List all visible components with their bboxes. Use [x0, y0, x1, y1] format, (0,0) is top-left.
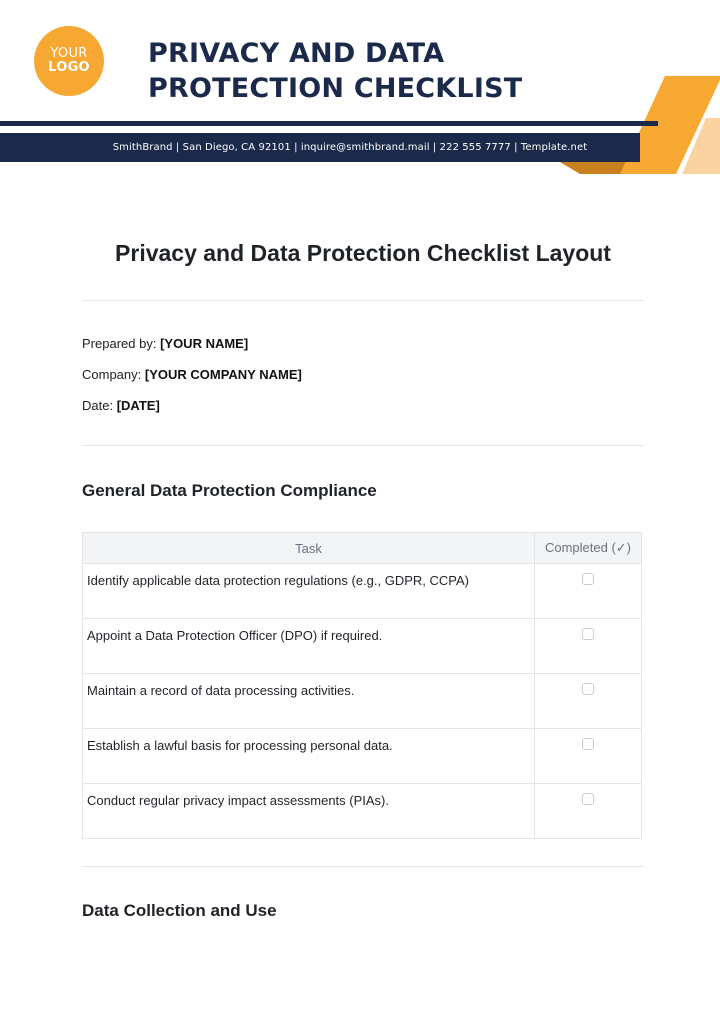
- company-logo: [34, 26, 104, 96]
- task-cell: Identify applicable data protection regulations (e.g., GDPR, CCPA): [83, 564, 535, 619]
- divider: [82, 866, 644, 867]
- prepared-by-label: Prepared by:: [82, 336, 157, 351]
- header-rule: [0, 121, 658, 126]
- task-cell: Establish a lawful basis for processing personal data.: [83, 729, 535, 784]
- checkbox[interactable]: [582, 628, 594, 640]
- header-title: [148, 36, 522, 106]
- prepared-by-value: [YOUR NAME]: [160, 336, 249, 351]
- date-label: Date:: [82, 398, 114, 413]
- logo-line-1: YOUR: [50, 46, 88, 62]
- header-title-line-1: PRIVACY AND DATA: [148, 38, 445, 69]
- task-cell: Maintain a record of data processing activities.: [83, 674, 535, 729]
- date-value: [DATE]: [116, 398, 160, 413]
- table-row: [83, 784, 642, 839]
- divider: [82, 300, 644, 301]
- checkbox[interactable]: [582, 738, 594, 750]
- task-cell: Conduct regular privacy impact assessments (PIAs).: [83, 784, 535, 839]
- completed-cell: [535, 674, 642, 729]
- company-label: Company:: [82, 367, 142, 382]
- table-row: [83, 619, 642, 674]
- completed-cell: [535, 564, 642, 619]
- divider: [82, 445, 644, 446]
- table-row: [83, 729, 642, 784]
- logo-line-2: LOGO: [48, 60, 90, 75]
- checkbox[interactable]: [582, 683, 594, 695]
- document-title: Privacy and Data Protection Checklist Layout: [115, 240, 611, 266]
- header-title-line-2: PROTECTION CHECKLIST: [148, 73, 523, 104]
- completed-cell: [535, 619, 642, 674]
- checklist-table: [82, 532, 642, 839]
- checkbox[interactable]: [582, 573, 594, 585]
- column-header-task: Task: [83, 533, 535, 564]
- table-row: [83, 674, 642, 729]
- document-header: [0, 0, 720, 180]
- completed-cell: [535, 729, 642, 784]
- contact-bar: [0, 133, 640, 162]
- company-value: [YOUR COMPANY NAME]: [144, 367, 302, 382]
- task-cell: Appoint a Data Protection Officer (DPO) if required.: [83, 619, 535, 674]
- contact-info: SmithBrand | San Diego, CA 92101 | inquire@smithbrand.mail | 222 555 7777 | Template.net: [112, 142, 588, 153]
- completed-cell: [535, 784, 642, 839]
- table-header-row: [83, 533, 642, 564]
- prepared-by-line: [82, 336, 248, 351]
- column-header-completed: Completed (✓): [535, 533, 642, 564]
- date-line: [82, 398, 160, 413]
- section-heading: Data Collection and Use: [82, 901, 277, 920]
- company-line: [82, 367, 302, 382]
- checkbox[interactable]: [582, 793, 594, 805]
- table-row: [83, 564, 642, 619]
- section-heading: General Data Protection Compliance: [82, 481, 377, 500]
